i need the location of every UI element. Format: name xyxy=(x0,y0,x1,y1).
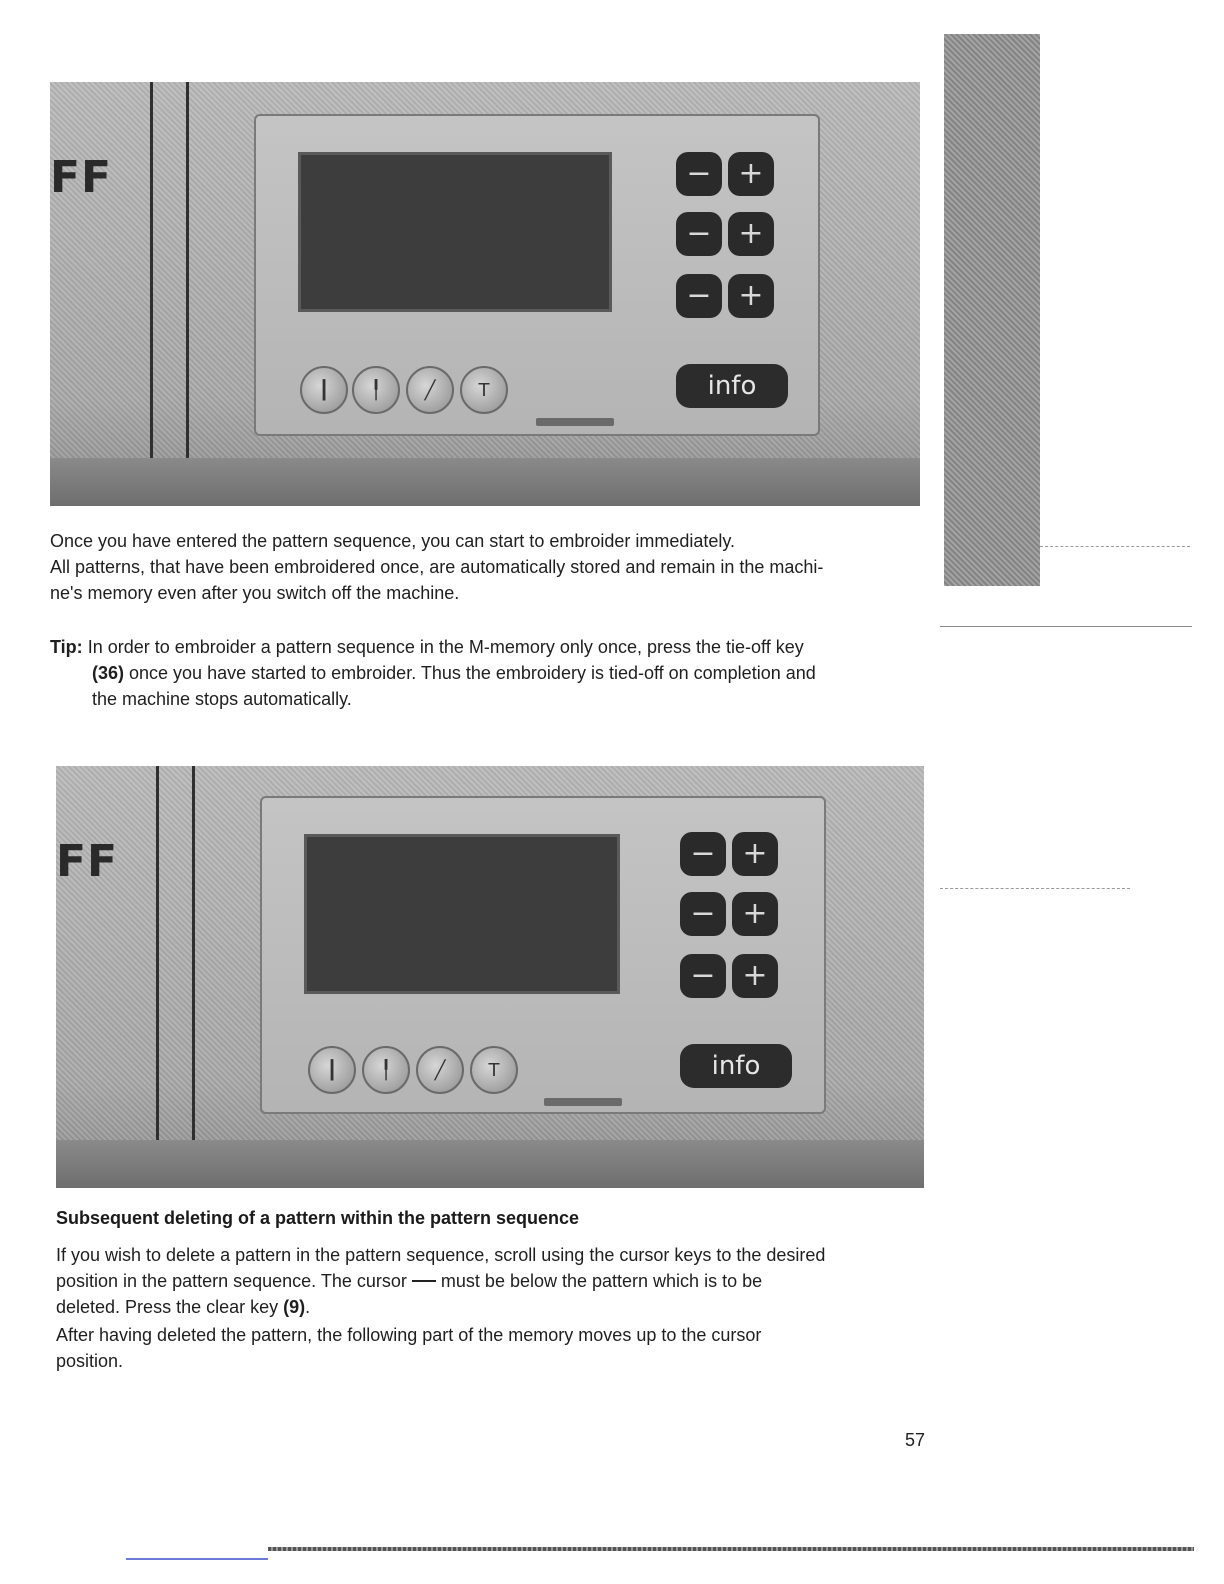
cursor-icon xyxy=(412,1272,436,1282)
paragraph-line: position. xyxy=(56,1351,124,1371)
key-row xyxy=(676,212,774,256)
brand-logo: FF xyxy=(56,836,119,887)
machine-base xyxy=(50,458,920,506)
paragraph-line: ne's memory even after you switch off the machine. xyxy=(50,583,460,603)
center-stitch-button[interactable] xyxy=(362,1046,410,1094)
control-panel xyxy=(254,114,820,436)
center-stitch-icon: ╿ xyxy=(370,379,382,401)
center-stitch-button[interactable] xyxy=(352,366,400,414)
angled-stitch-button[interactable] xyxy=(406,366,454,414)
plus-button[interactable]: + xyxy=(728,274,774,318)
minus-button[interactable]: − xyxy=(676,152,722,196)
margin-rule xyxy=(940,626,1192,627)
machine-base xyxy=(56,1140,924,1188)
control-panel-photo-2 xyxy=(56,766,924,1188)
plus-button[interactable]: + xyxy=(732,892,778,936)
panel-seam xyxy=(186,82,189,466)
angled-stitch-icon: ╱ xyxy=(424,379,436,401)
panel-seam xyxy=(156,766,159,1148)
paragraph-text: must be below the pattern which is to be xyxy=(440,1271,763,1291)
key-row xyxy=(680,832,778,876)
info-button[interactable]: info xyxy=(680,1044,792,1088)
minus-button[interactable]: − xyxy=(680,832,726,876)
straight-stitch-icon: ┃ xyxy=(318,379,330,401)
straight-stitch-icon: ┃ xyxy=(326,1059,338,1081)
section-heading: Subsequent deleting of a pattern within the pattern sequence xyxy=(56,1208,580,1228)
paragraph-line: All patterns, that have been embroidered once, are automatically stored and remain in the machi- xyxy=(50,557,824,577)
page-number: 57 xyxy=(905,1430,926,1450)
key-row xyxy=(680,892,778,936)
tie-off-button[interactable] xyxy=(460,366,508,414)
key-reference: (36) xyxy=(92,663,125,683)
key-row xyxy=(676,152,774,196)
minus-button[interactable]: − xyxy=(680,892,726,936)
tie-off-icon: T xyxy=(488,1059,500,1081)
margin-thumb-tab xyxy=(944,34,1040,586)
control-panel-photo-1 xyxy=(50,82,920,506)
plus-button[interactable]: + xyxy=(732,832,778,876)
angled-stitch-button[interactable] xyxy=(416,1046,464,1094)
tip-line: once you have started to embroider. Thus the embroidery is tied-off on completion and xyxy=(124,663,816,683)
panel-seam xyxy=(150,82,153,466)
control-panel xyxy=(260,796,826,1114)
paragraph-line: Once you have entered the pattern sequence, you can start to embroider immediately. xyxy=(50,531,736,551)
tie-off-icon: T xyxy=(478,379,490,401)
paragraph-text: . xyxy=(305,1297,311,1317)
paragraph-line: After having deleted the pattern, the following part of the memory moves up to the cursor xyxy=(56,1325,762,1345)
minus-button[interactable]: − xyxy=(676,212,722,256)
margin-rule xyxy=(940,888,1130,889)
display-screen xyxy=(298,152,612,312)
plus-button[interactable]: + xyxy=(732,954,778,998)
minus-button[interactable]: − xyxy=(676,274,722,318)
display-screen xyxy=(304,834,620,994)
angled-stitch-icon: ╱ xyxy=(434,1059,446,1081)
tip-block xyxy=(92,660,816,686)
tip-block xyxy=(50,634,804,660)
scroll-dial[interactable] xyxy=(544,1098,622,1106)
paragraph-text: position in the pattern sequence. The cursor xyxy=(56,1271,407,1291)
info-button[interactable]: info xyxy=(676,364,788,408)
bottom-rule xyxy=(126,1558,268,1560)
tip-label: Tip: xyxy=(50,637,83,657)
plus-button[interactable]: + xyxy=(728,152,774,196)
straight-stitch-button[interactable] xyxy=(300,366,348,414)
paragraph-text: deleted. Press the clear key xyxy=(56,1297,279,1317)
tip-line: the machine stops automatically. xyxy=(92,689,352,709)
bottom-rule xyxy=(268,1547,1194,1551)
plus-button[interactable]: + xyxy=(728,212,774,256)
panel-seam xyxy=(192,766,195,1148)
center-stitch-icon: ╿ xyxy=(380,1059,392,1081)
paragraph-line xyxy=(56,1294,310,1320)
brand-logo: FF xyxy=(50,152,113,203)
scroll-dial[interactable] xyxy=(536,418,614,426)
minus-button[interactable]: − xyxy=(680,954,726,998)
tip-line: In order to embroider a pattern sequence in the M-memory only once, press the tie-off key xyxy=(87,637,804,657)
straight-stitch-button[interactable] xyxy=(308,1046,356,1094)
key-row xyxy=(676,274,774,318)
key-reference: (9) xyxy=(283,1297,306,1317)
tie-off-button[interactable] xyxy=(470,1046,518,1094)
key-row xyxy=(680,954,778,998)
margin-rule xyxy=(1040,546,1190,547)
paragraph-line: If you wish to delete a pattern in the pattern sequence, scroll using the cursor keys to the desired xyxy=(56,1245,826,1265)
paragraph-line xyxy=(56,1268,762,1294)
